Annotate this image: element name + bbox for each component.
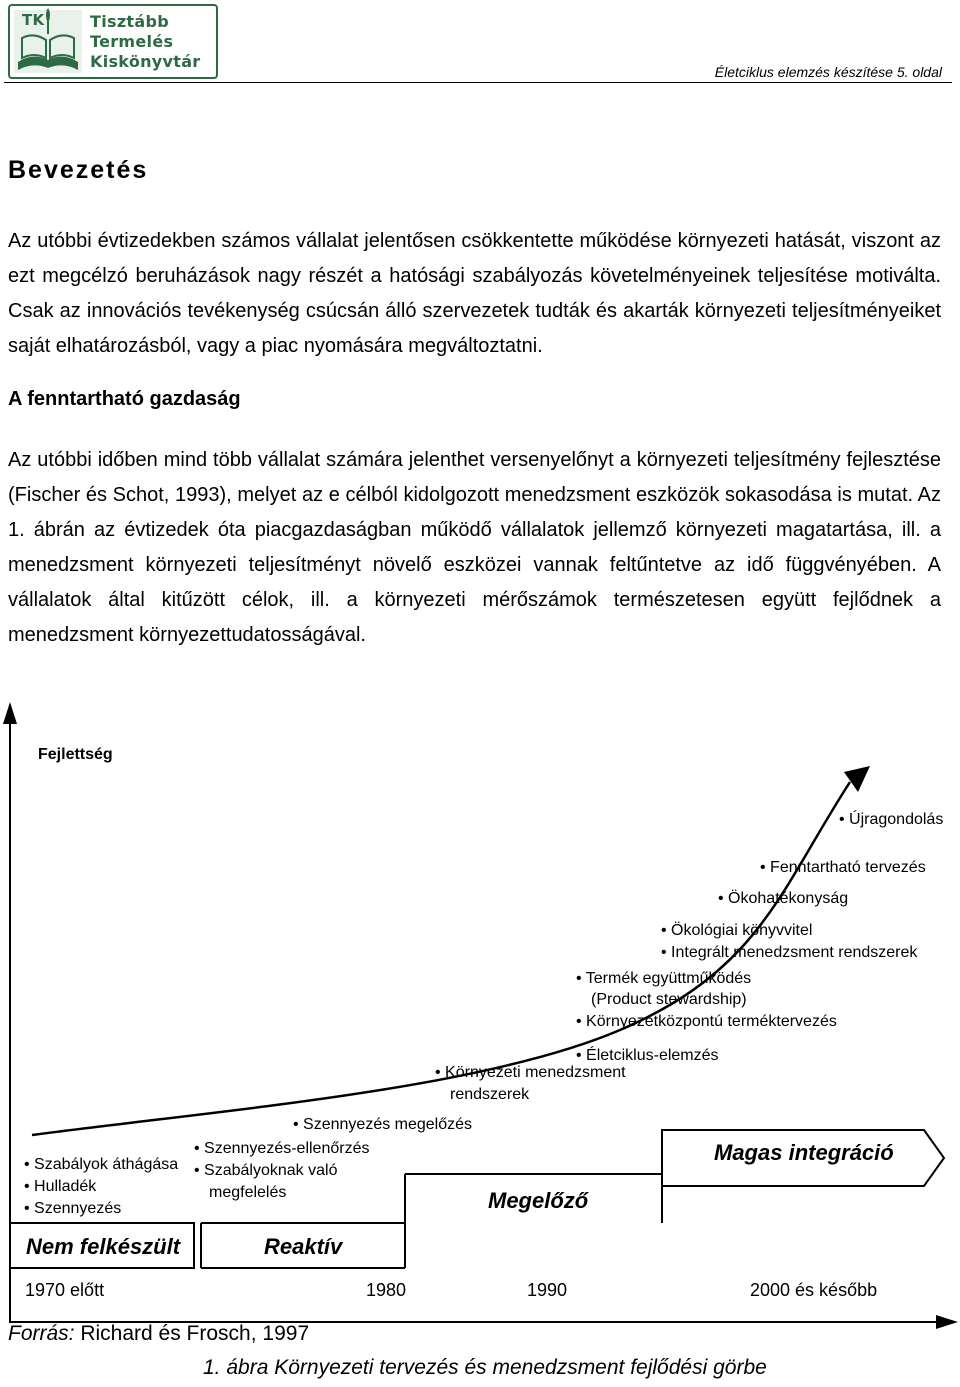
item-hulladek: • Hulladék <box>24 1178 97 1195</box>
item-megfeleles-2: megfelelés <box>209 1184 287 1201</box>
intro-paragraph: Az utóbbi évtizedekben számos vállalat jelentősen csökkentette működése környezeti hatását, viszont az ezt megcélzó beruházások nagy részét a hatósági szabályozás követelményeinek teljesítése motiválta. Csak az innovációs tevékenység csúcsán álló szervezetek tudták és akarták környezeti teljesítményeiket saját elhatározásból, vagy a piac nyomására megváltoztatni. <box>8 230 941 357</box>
year-label-1970: 1970 előtt <box>25 1280 105 1300</box>
development-curve-figure <box>0 690 960 1387</box>
item-termek-2: (Product stewardship) <box>591 991 747 1008</box>
item-kornyezeti-1: • Környezeti menedzsment <box>435 1064 626 1081</box>
figure-source <box>8 1322 309 1346</box>
item-okologiai: • Ökológiai könyvvitel <box>661 922 813 939</box>
logo-letters: TK <box>22 11 45 29</box>
logo <box>8 4 220 80</box>
item-kornyezeti-2: rendszerek <box>450 1086 530 1103</box>
section-title-bevezetes: Bevezetés <box>8 156 149 184</box>
stage-label-megelozo: Megelőző <box>488 1188 589 1213</box>
logo-line-3: Kiskönyvtár <box>90 52 201 71</box>
stage-label-nem-felkeszult: Nem felkészült <box>26 1234 181 1259</box>
year-label-1980: 1980 <box>366 1280 407 1300</box>
year-label-1990: 1990 <box>527 1280 568 1300</box>
item-megfeleles-1: • Szabályoknak való <box>194 1162 338 1179</box>
source-text: Richard és Frosch, 1997 <box>74 1322 310 1345</box>
year-label-2000: 2000 és később <box>750 1280 878 1300</box>
item-szennyezes: • Szennyezés <box>24 1200 122 1217</box>
item-integralt: • Integrált menedzsment rendszerek <box>661 944 918 961</box>
item-megelozes: • Szennyezés megelőzés <box>293 1116 473 1133</box>
item-fenntarthato: • Fenntartható tervezés <box>760 859 926 876</box>
logo-line-1: Tisztább <box>90 12 169 31</box>
item-eletciklus: • Életciklus-elemzés <box>576 1047 719 1064</box>
growth-curve-arrow-icon <box>844 766 870 792</box>
header-divider <box>4 82 952 83</box>
x-axis-arrow-icon <box>936 1315 958 1329</box>
stage-label-magas-integracio: Magas integráció <box>714 1140 894 1165</box>
y-axis-arrow-icon <box>3 702 17 724</box>
y-axis-label: Fejlettség <box>38 746 113 763</box>
item-okohatekonysag: • Ökohatékonyság <box>718 890 849 907</box>
section-title-fenntarthato: A fenntartható gazdaság <box>8 388 241 410</box>
item-ellenorzes: • Szennyezés-ellenőrzés <box>194 1140 370 1157</box>
logo-line-2: Termelés <box>90 32 174 51</box>
item-ujragondolas: • Újragondolás <box>839 811 944 828</box>
item-kozpontu: • Környezetközpontú terméktervezés <box>576 1013 837 1030</box>
figure-caption: 1. ábra Környezeti tervezés és menedzsment fejlődési görbe <box>203 1356 767 1379</box>
item-szabalyok: • Szabályok áthágása <box>24 1156 179 1173</box>
sustainable-paragraph: Az utóbbi időben mind több vállalat számára jelenthet versenyelőnyt a környezeti teljesítmény fejlesztése (Fischer és Schot, 1993), melyet az e célból kidolgozott menedzsment eszközök sokasodása is mutat. Az 1. ábrán az évtizedek óta piacgazdaságban működő vállalatok jellemző környezeti magatartása, ill. a menedzsment környezeti teljesítményt növelő eszközei vannak feltűntetve az idő függvényében. A vállalatok által kitűzött célok, ill. a környezeti mérőszámok természetesen együtt fejlődnek a menedzsment környezettudatosságával. <box>8 449 941 646</box>
page-header-title: Életciklus elemzés készítése 5. oldal <box>714 64 942 80</box>
item-termek-1: • Termék együttműködés <box>576 970 752 987</box>
stage-label-reaktiv: Reaktív <box>264 1234 343 1259</box>
source-prefix: Forrás: <box>8 1322 75 1345</box>
